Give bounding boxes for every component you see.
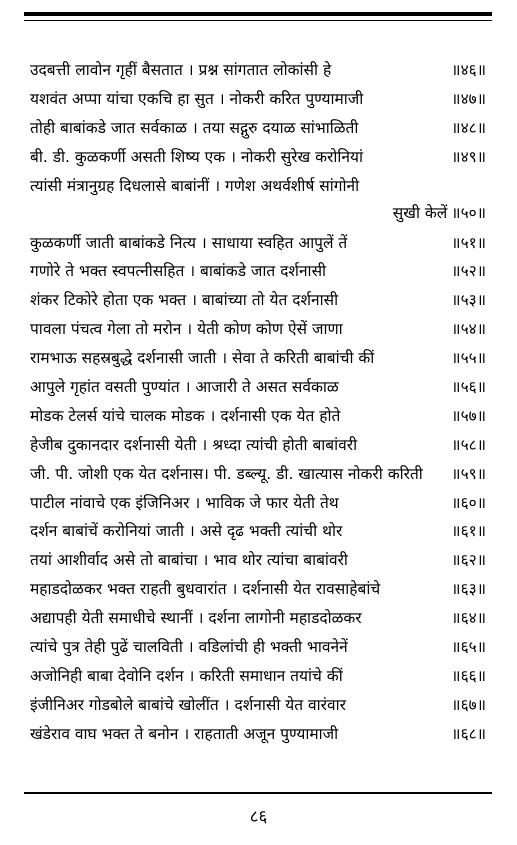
verse-number: ॥५६॥ [451, 378, 486, 397]
verse-number: ॥६४॥ [451, 609, 486, 628]
verse-text: अजोनिही बाबा देवोनि दर्शन । करिती समाधान तयांचे कीं [30, 666, 343, 685]
verse-line [30, 546, 486, 575]
verse-number: ॥५५॥ [451, 349, 486, 368]
verse-line [30, 604, 486, 633]
verse-number: ॥६७॥ [451, 695, 486, 714]
verse-number: ॥५१॥ [451, 233, 486, 252]
verse-text: अद्यापही येती समाधीचे स्थानीं । दर्शना लागोनी महाडदोळकर [30, 609, 362, 628]
verse-number: ॥५८॥ [451, 435, 486, 454]
verse-text: शंकर टिकोरे होता एक भक्त । बाबांच्या तो येत दर्शनासी [30, 291, 339, 310]
verse-continuation-text: सुखी केलें [392, 203, 448, 222]
verse-text: कुळकर्णी जाती बाबांकडे नित्य । साधाया स्वहित आपुलें तें [30, 233, 348, 252]
verse-number: ॥५७॥ [451, 406, 486, 425]
verse-line [30, 373, 486, 402]
verse-text: दर्शन बाबांचें करोनियां जाती । असे दृढ भक्ती त्यांची थोर [30, 522, 343, 541]
verse-line [30, 286, 486, 315]
verse-text: आपुले गृहांत वसती पुण्यांत । आजारी ते असत सर्वकाळ [30, 378, 339, 397]
verse-number: ॥६८॥ [451, 724, 486, 743]
verse-number: ॥५२॥ [451, 262, 486, 281]
verse-line [30, 344, 486, 373]
page-number: ८६ [249, 807, 268, 827]
verse-line [30, 143, 486, 172]
verse-text: उदबत्ती लावोन गृहीं बैसतात । प्रश्न सांगतात लोकांसी हे [30, 61, 332, 79]
verse-line [30, 56, 486, 85]
verse-line [30, 257, 486, 286]
verse-number: ॥४७॥ [451, 89, 486, 108]
verse-line [30, 229, 486, 258]
verse-number: ॥६०॥ [451, 493, 486, 512]
verse-text: त्यांचे पुत्र तेही पुढें चालविती । वडिलांची ही भक्ती भावनेनें [30, 638, 348, 657]
top-rule [24, 12, 492, 16]
verse-line [30, 460, 486, 489]
verse-line [30, 172, 486, 229]
verse-text: इंजीनिअर गोडबोले बाबांचे खोलींत । दर्शनासी येत वारंवार [30, 695, 346, 714]
top-rule-thin [24, 20, 492, 21]
verse-text: मोडक टेलर्स यांचे चालक मोडक । दर्शनासी एक येत होते [30, 406, 341, 425]
verse-line [30, 431, 486, 460]
verse-number: ॥५९॥ [451, 464, 486, 483]
verse-number: ॥६१॥ [451, 522, 486, 541]
verse-list [30, 56, 486, 749]
verse-text: गणोरे ते भक्त स्वपत्नीसहित । बाबांकडे जात दर्शनासी [30, 262, 327, 281]
verse-text: रामभाऊ सहस्रबुद्धे दर्शनासी जाती । सेवा ते करिती बाबांची कीं [30, 349, 375, 368]
verse-number: ॥४८॥ [451, 118, 486, 137]
verse-text: महाडदोळकर भक्त राहती बुधवारांत । दर्शनासी येत रावसाहेबांचे [30, 580, 381, 599]
verse-line [30, 720, 486, 749]
verse-line [30, 633, 486, 662]
verse-text: त्यांसी मंत्रानुग्रह दिधलासे बाबांनीं । गणेश अथर्वशीर्ष सांगोनी [30, 176, 360, 195]
verse-text: खंडेराव वाघ भक्त ते बनोन । राहताती अजून पुण्यामाजी [30, 724, 339, 743]
verse-number: ॥५०॥ [451, 203, 486, 222]
verse-number: ॥६२॥ [451, 551, 486, 570]
verse-line [30, 85, 486, 114]
verse-line [30, 402, 486, 431]
verse-text: जी. पी. जोशी एक येत दर्शनास। पी. डब्ल्यू. डी. खात्यास नोकरी करिती [30, 464, 423, 483]
verse-number: ॥४६॥ [451, 61, 486, 79]
verse-line [30, 489, 486, 518]
verse-line [30, 517, 486, 546]
verse-number: ॥५४॥ [451, 320, 486, 339]
verse-continuation [393, 199, 486, 228]
verse-text: यशवंत अप्पा यांचा एकचि हा सुत । नोकरी करित पुण्यामाजी [30, 89, 364, 108]
verse-line [30, 575, 486, 604]
verse-line [30, 662, 486, 691]
verse-line [30, 691, 486, 720]
verse-number: ॥५३॥ [451, 291, 486, 310]
verse-text: पावला पंचत्व गेला तो मरोन । येती कोण कोण ऐसें जाणा [30, 320, 343, 339]
verse-number: ॥६५॥ [451, 638, 486, 657]
verse-text: पाटील नांवाचे एक इंजिनिअर । भाविक जे फार येती तेथ [30, 493, 339, 512]
verse-line [30, 114, 486, 143]
verse-number: ॥६३॥ [451, 580, 486, 599]
verse-line [30, 315, 486, 344]
verse-text: तयां आशीर्वाद असे तो बाबांचा । भाव थोर त्यांचा बाबांवरी [30, 551, 348, 570]
verse-text: तोही बाबांकडे जात सर्वकाळ । तया सद्गुरु दयाळ सांभाळिती [30, 118, 359, 137]
verse-number: ॥४९॥ [451, 147, 486, 166]
verse-text: हेजीब दुकानदार दर्शनासी येती । श्रध्दा त्यांची होती बाबांवरी [30, 435, 358, 454]
verse-number: ॥६६॥ [451, 666, 486, 685]
bottom-rule [24, 792, 492, 794]
verse-text: बी. डी. कुळकर्णी असती शिष्य एक । नोकरी सुरेख करोनियां [30, 147, 363, 166]
